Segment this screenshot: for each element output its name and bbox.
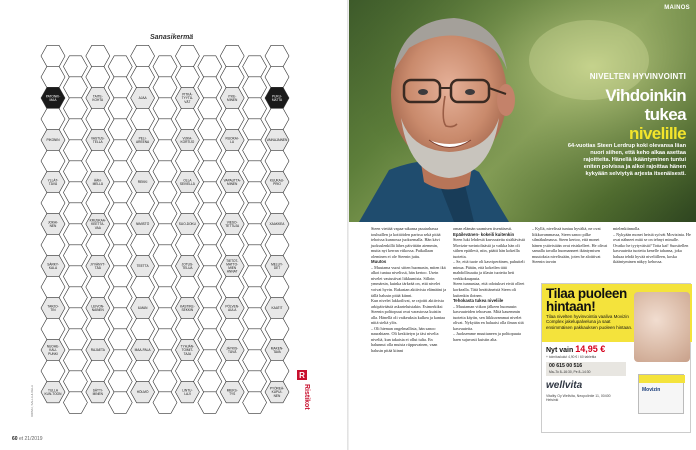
article-kicker: NIVELTEN HYVINVOINTI [589,72,686,81]
product-advert-box[interactable] [541,283,691,433]
hex-cell [153,329,177,351]
clue-text: TULLA KUN-TOON [44,388,62,396]
clue-text: RAJAETA [90,348,105,353]
column-4 [613,226,691,265]
hex-cell [220,150,244,172]
hex-cell [86,45,110,67]
price-prefix: Nyt vain [546,347,574,354]
clue-text: VIESO-TETTUJA [225,220,240,228]
phone-number[interactable]: 00 615 00 516 [549,363,583,369]
clue-text: KUUKAU-PRIO [269,178,285,186]
hex-cell [220,108,244,130]
hex-cell [265,276,289,298]
hex-cell [86,108,110,130]
headline-line-3: nivelille [629,124,686,143]
col1-para: – Oli hieman ongelmallista, hän sanoo naurahtaen. Oli keskitetyn ja täsi nivelia niveliä, kun takaisia ei ollut tulta. En halunnut olla muista riippuvainen, vaan halusin pitää kiinni [371,325,439,354]
hex-cell [63,56,87,78]
hex-cell [63,140,87,162]
clue-text: JOKAI-NEN [47,220,59,228]
hex-cell [153,308,177,330]
price-value: 14,95 € [575,344,606,354]
clue-text: SÄRKY-KALA [47,262,59,270]
hex-cell [108,182,132,204]
hex-cell [153,266,177,288]
hex-cell [198,140,222,162]
hex-cell [220,45,244,67]
hex-cell [108,161,132,183]
clue-text: VAINAJAINEN [266,138,288,143]
product-package [638,374,684,414]
col1-para: Kun nivelet lakkoilivat, se rajoitti aktiivista arkipäiväästä askarteluistakin. Esimerkiksi Steenin polttopuut ovat varastossa kuistin alla. Hänellä oli vaikeuksia kulkea ja kantaa niitä sieltä ylös. [371,298,445,326]
col2-para: oman elämän saamisen itsenäisesti. [453,226,513,231]
ristikot-logo [296,370,308,422]
hex-cell [198,203,222,225]
hex-cell [41,150,65,172]
hex-cell [243,308,267,330]
hex-cell [86,234,110,256]
col2-para: – Se, että tuote oli kasviperäinen, puhutteli minua. Päätin, että kokeilen tätä mahdollisuutta ja tilasin tuotetta heti verkkokaupasta. [453,259,525,281]
hex-cell [243,77,267,99]
hex-cell [175,45,199,67]
clue-text: MELUY-DET [271,262,283,270]
hex-cell [41,108,65,130]
hex-cell [220,360,244,382]
clue-text: TARJO-TIN [47,304,59,312]
clue-text: PUKU-MATTA [271,94,283,102]
advert-headline-line-2: hintaan! [546,299,596,314]
hex-cell [86,66,110,88]
page-number: 60 [12,436,18,442]
advert-label: MAINOS [664,5,690,11]
clue-text: KRUSKAA-KEETTA-VAA [89,218,106,230]
hero-photo [349,0,696,222]
hex-cell [63,308,87,330]
hex-cell [108,98,132,120]
hex-cell [265,150,289,172]
hex-cell [198,56,222,78]
hex-cell [86,360,110,382]
advert-subtext: Tilaa nivelten hyvinvointia vaaliva Movizin Complex jakelupalveluna ja saat ensimmäisen pakkauksen puoleen hintaan. [546,314,633,330]
clue-text: XAAKKEA [269,222,285,227]
hex-cell [198,224,222,246]
hex-cell [86,318,110,340]
ristikot-logo-text: Ristikot [303,384,310,410]
clue-text: HÖLMÖ [136,390,149,395]
hex-cell [41,360,65,382]
clue-text: JYVÄNYT-TÄÄ [90,262,106,270]
hex-cell [243,350,267,372]
col4-para: mielenkiinnolla. [613,226,641,231]
hex-cell [198,161,222,183]
clue-text: SUO-DOKU [178,222,196,227]
hex-cell [265,360,289,382]
col2-para: Steen luki lehdestä kasvuuteita sisältävästä Movizin-ravintolisästä ja vaikka hän oli siihen epäilevä, niin, päätti hän kokeilla tuotetta. [453,237,525,259]
column-2 [453,226,527,342]
hex-cell [243,140,267,162]
hex-cell [108,77,132,99]
clue-text: PITKÄ-TYYTÄ-VÄT [181,92,194,104]
hex-cell [220,318,244,340]
hex-cell [198,77,222,99]
clue-text: NUOHE-KAU-PUNKI [46,344,60,356]
hex-cell [198,350,222,372]
hex-cell [153,371,177,393]
hex-cell [63,182,87,204]
hex-cell [220,192,244,214]
hex-cell [153,77,177,99]
hex-cell [243,182,267,204]
article-lead: 64-vuotias Steen Lerdrup koki olevansa liian nuori siihen, että keho alkaa asettaa rajoitteita. Hänellä ikääntyminen tuntui eniten polvissa ja alkoi rajoittaa hänen kykyään selviytyä arjesta itsenäisesti. [567,143,686,178]
hex-cell [243,56,267,78]
hex-cell [243,245,267,266]
headline-line-2: tukea [644,105,686,124]
hex-cell [243,392,267,414]
hex-cell [198,266,222,288]
hex-cell [175,192,199,214]
hex-cell [108,224,132,246]
hex-cell [175,318,199,340]
hex-cell [108,140,132,162]
clue-text: MIEKS-TYS [226,388,238,396]
hex-cell [265,66,289,88]
clue-text: YLLÄT-TÄVÄ [47,178,59,186]
hex-cell [243,224,267,246]
hex-cell [265,318,289,340]
clue-text: VIJKA-KORTIJO [180,136,195,144]
hex-cell [108,308,132,330]
hex-cell [153,203,177,225]
hex-cell [41,318,65,340]
hex-cell [108,245,132,266]
hex-cell [108,56,132,78]
hex-cell [131,45,155,67]
col2-subhead: Epäilevänen- kokeili kuitenkin [453,231,515,237]
hex-cell [198,245,222,266]
clue-text: TAITE-KOHTA [92,94,104,102]
hex-cell [220,276,244,298]
hex-cell [41,45,65,67]
hex-cell [153,245,177,266]
clue-text: SÄTTI-MINEN [92,388,103,396]
hex-cell [198,98,222,120]
hex-cell [265,45,289,67]
hex-cell [153,287,177,309]
col1-subhead: Muutos [371,259,387,265]
hex-cell [153,224,177,246]
hex-cell [108,119,132,141]
hex-cell [243,266,267,288]
hex-cell [63,224,87,246]
hex-cell [108,287,132,309]
hex-cell [131,276,155,298]
hex-cell [108,371,132,393]
hex-cell [63,161,87,183]
col1-para: – Muutama vuosi sitten huomasin, miten ikä alkoi tuntua nivelissä, hän kertoo. Usein nivelet vastustivat liikkumista. Silloin ymmärsin, kuinka tärkeää on, että nivelet voivat hyvin. Rakastan aktiivista elämääni ja tällä halusin pitää kiinni. [371,264,447,298]
clue-text: TYHJÄN-TOIMIT-TAJA [180,344,195,356]
hex-cell [63,119,87,141]
hex-cell [108,203,132,225]
hex-cell [175,276,199,298]
hex-cell [243,371,267,393]
clue-text: MAA-PALA [134,348,151,353]
hex-cell [108,392,132,414]
hex-cell [63,392,87,414]
hex-cell [41,234,65,256]
hex-cell [265,192,289,214]
hex-cell [108,329,132,351]
hex-cell [63,266,87,288]
hex-cell [153,140,177,162]
hex-cell [86,276,110,298]
clue-text: LINTU-LAJI [182,388,193,396]
puzzle-credit: KRIMU, SALLA & KELA [30,385,34,417]
hex-cell [175,234,199,256]
hex-cell [243,161,267,183]
clue-text: PELI-AREENA [136,136,150,144]
knee-photo [634,292,690,362]
hex-cell [63,287,87,309]
package-label: Movizin [642,387,661,393]
issue-label: et 21/2019 [18,436,43,442]
clue-text: JÄYKIS-TÄVÄ [226,346,239,354]
column-1 [371,226,448,354]
hex-cell [41,66,65,88]
hex-cell [41,276,65,298]
hex-cell [153,119,177,141]
hex-cell [265,108,289,130]
package-stripe [639,375,685,383]
col2-para: Steen tunnustaa, että odotukset eivät olleet korkealla. Tätä herättäneistä Steen oli kuitenkin iloinen. [453,281,525,298]
advert-headline [546,287,627,313]
clue-text: VASTUS-TELLA [91,136,105,144]
clue-text: LEIVON-NAINEN [91,304,105,312]
hex-cell [220,66,244,88]
hex-cell [198,371,222,393]
clue-text: KASTIKE-SEKKIN [180,304,195,312]
clue-text: TEETTA [136,264,149,269]
clue-text: VAPAUTTA-MINEN [223,178,241,186]
right-page [349,0,696,450]
hex-cell [131,66,155,88]
hex-cell [243,119,267,141]
clue-text: KAATIT [271,306,283,311]
hex-cell [63,98,87,120]
col2-para: – Muutaman viikon jälkeen huomasin kasvuuteiden tehoavan. Mitä kauemmin tuotetta käytin, sen liikkuvammat nivelet olivat. Nykyään en haluaisi olla ilman sitä kasvuuteita. [453,303,524,331]
hex-cell [198,182,222,204]
col2-para: – Juoksemme muuttuneen ja polttopuuta haen sujuvasti kuistin alta. [453,331,521,342]
hex-cell [153,161,177,183]
hex-cell [63,329,87,351]
hex-cell [175,66,199,88]
hex-cell [265,234,289,256]
col4-para: – Nykyään monet heistä syövät Movizinia. He ovat nähneet mitä se on tehnyt minulle. Ovatko he tyytyväisiä? Totta kai! Suositellen kasvuuteita tuotetta kenelle tahansa, joka haluaa tehdä hyvää niveliilleen, koska ikääntyminen näkyy kehossa. [613,231,691,265]
clue-text: NIMISTÖ [135,222,150,227]
clue-text: ITKE-MINEN [227,94,238,102]
hex-cell [131,108,155,130]
hex-cell [153,392,177,414]
hex-cell [175,108,199,130]
svg-text:R: R [299,371,305,380]
hex-cell [198,119,222,141]
hex-cell [198,308,222,330]
hex-cell [131,192,155,214]
hex-cell [198,287,222,309]
clue-text: RUOKAI-LU [225,136,239,144]
puzzle-title: Sanasikermä [150,34,194,41]
clue-text: ILMAN [137,306,148,311]
hex-cell [63,371,87,393]
col1-para: Steen viettää vapaa-aikansa puutarhassa touhuillen ja kotitöiden parissa sekä pitää tehoissa kunnossa juoksemalla. Hän kävi juoksulenkillä lähes päivittäin aiemmin, mutta nyt kerran viikossa. Paikallaan oleminen ei ole Steenin juttu. [371,226,441,259]
hex-cell [220,234,244,256]
hex-cell [86,192,110,214]
clue-text: TIETOT-MATTO-MIEN ANNAT [226,258,239,274]
clue-text: MAKEN-TAVA [270,346,284,354]
hex-cell [108,350,132,372]
hex-cell [153,182,177,204]
hex-cell [243,203,267,225]
hex-cell [198,392,222,414]
col2-subhead: Tehokasta tukea niveliile [453,298,504,304]
hex-cell [63,350,87,372]
hex-cell [153,98,177,120]
headline-line-1: Vihdoinkin [605,86,686,105]
hex-cell [153,56,177,78]
wellvita-logo: wellvita [546,380,583,391]
hex-cell [243,287,267,309]
clue-text: PIKONIN [46,138,60,143]
phone-box[interactable] [546,362,626,376]
hex-cell [63,77,87,99]
hex-cell [131,234,155,256]
col3-para: – Kyllä, nivelissä tuntuu hyvältä, ne ovat liikkuvammassa, Steen sanoo pilke silmäkulmassa. Steen kertoo, että monet hänen ystävistään ovat etsiskelleet. He olivat samalla tavalla huomanneet ikäntymisen muutoksia nivelissään, joten he aloittivat Steenin tavoin [532,226,608,265]
clue-text: AJAA [138,96,147,101]
clue-text: JOTUS-TELUA [181,262,194,270]
hex-cell [131,150,155,172]
clue-text: ÄÄN-MELLÄ [92,178,104,186]
advert-headline-line-1: Tilaa puoleen [546,286,627,301]
hex-cell [41,192,65,214]
hex-cell [63,203,87,225]
advert-shipping-note: + toimituskulut 4,90 € / 60 tablettia [546,355,597,359]
hex-cell [108,266,132,288]
clue-text: OLLA SEIVELLÄ [179,178,195,186]
hex-cell [131,318,155,340]
clue-text: PYÖREÄ-KUPUI-NEN [269,386,285,398]
advert-address: Vitality Oy Wellvita, Neopolintie 11, 00400 Helsinki [546,394,611,403]
hex-cell [243,98,267,120]
hex-cell [198,329,222,351]
clue-text: PÖLVEN-AULA [225,304,240,312]
advert-price-line [546,344,605,354]
article-headline [546,86,686,143]
hex-cell [153,350,177,372]
phone-hours: Ma–To 8–16:30, Pe 8–14:30 [549,370,591,374]
hexagon-word-grid [40,44,310,414]
page-footer [12,436,43,442]
hex-cell [86,150,110,172]
clue-text: REKKI [137,180,148,185]
hex-cell [175,360,199,382]
hex-cell [131,360,155,382]
hex-cell [175,150,199,172]
hex-cell [63,245,87,266]
clue-text: PATONKI-MAA [45,94,61,102]
hex-cell [243,329,267,351]
column-3 [532,226,609,265]
